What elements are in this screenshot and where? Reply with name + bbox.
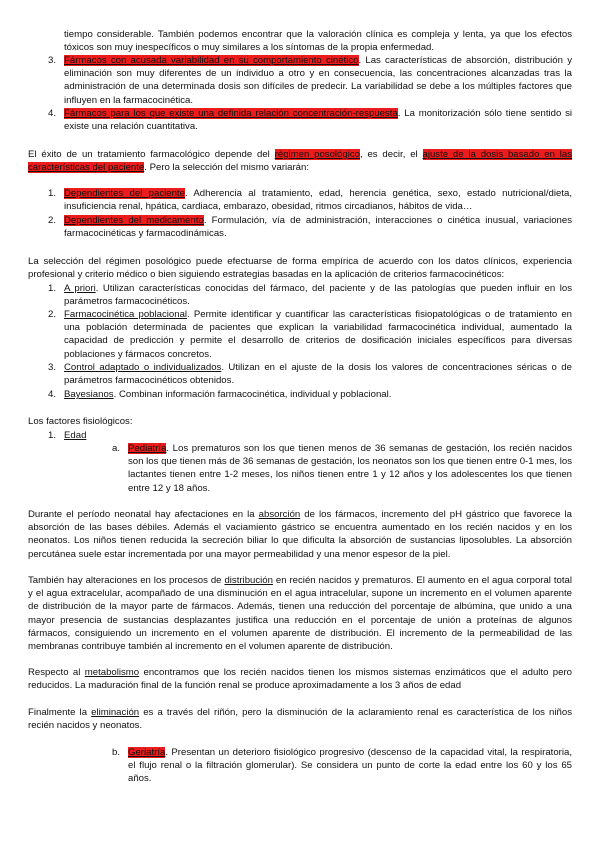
list-item-edad bbox=[48, 429, 572, 442]
list-item bbox=[48, 388, 572, 401]
paragraph-text: de los fármacos, incremento del pH gástrico que favorece la absorción de las bases débiles. Además el vaciamiento gástrico se encuentra aumentado en los recién nacidos y en los neonatos. Los niños tienen reducida la secreción biliar lo que dificulta la absorción de sustancias liposolubles. La absorción percutánea suele estar incrementada por una mayor permeabilidad y una menor espesor de la piel. bbox=[28, 509, 572, 560]
underlined-term: Bayesianos bbox=[64, 389, 114, 400]
list-item bbox=[48, 308, 572, 361]
list-number: 1. bbox=[48, 430, 57, 441]
list-text: . Combinan información farmacocinética, individual y poblacional. bbox=[113, 389, 392, 400]
list-number: 2. bbox=[48, 309, 57, 320]
list-number: 2. bbox=[48, 215, 57, 226]
list-number: 1. bbox=[48, 283, 57, 294]
list-item bbox=[48, 214, 572, 240]
distribucion-paragraph bbox=[28, 574, 572, 653]
list-number: 4. bbox=[48, 389, 57, 400]
list-item bbox=[48, 282, 572, 308]
underlined-term: Control adaptado o individualizados bbox=[64, 362, 222, 373]
sublist-item-pediatria bbox=[112, 442, 572, 495]
underlined-term: metabolismo bbox=[84, 667, 140, 678]
seleccion-paragraph bbox=[28, 255, 572, 281]
list-text: . Los prematuros son los que tienen menos de 36 semanas de gestación, los recién nacidos son los que tienen más de 36 semanas de gestación, los neonatos son los que tienen entre 0-1 mes, los lactantes tienen entre 1-2 meses, los niños tienen entre 1 y 12 años y los adolescentes los que tienen entre 12 y 18 años. bbox=[128, 443, 572, 494]
highlighted-term: Geriatría bbox=[128, 747, 166, 758]
list-text: . Utilizan características conocidas del fármaco, del paciente y de las patologías que pueden influir en los parámetros farmacocinéticos. bbox=[64, 283, 572, 308]
list-letter: b. bbox=[112, 747, 121, 758]
list-letter: a. bbox=[112, 443, 121, 454]
highlighted-term: Fármacos con acusada variabilidad en su comportamiento cinético bbox=[64, 55, 359, 66]
list-text: . Presentan un deterioro fisiológico progresivo (descenso de la capacidad vital, la respiratoria, el flujo renal o la filtración glomerular). Se considera un punto de corte la edad entre los 60 y los 65 años. bbox=[128, 747, 572, 785]
paragraph-text: Durante el período neonatal hay afectaciones en la bbox=[28, 509, 259, 520]
underlined-term: A priori bbox=[64, 283, 96, 294]
paragraph-text: Los factores fisiológicos: bbox=[28, 416, 133, 427]
list-text: . Las características de absorción, distribución y eliminación son muy diferentes de un individuo a otro y en consecuencia, las concentraciones alcanzadas tras la administración de una determinada dosis son difíciles de predecir. La variabilidad se debe a los múltiples factores que influyen en la farmacocinética. bbox=[64, 55, 572, 106]
absorcion-paragraph bbox=[28, 508, 572, 561]
list-item bbox=[48, 361, 572, 387]
highlighted-term: Dependientes del medicamento bbox=[64, 215, 204, 226]
underlined-term: Edad bbox=[64, 430, 87, 441]
sublist-item-geriatria bbox=[112, 746, 572, 786]
underlined-term: distribución bbox=[224, 575, 273, 586]
list-item bbox=[48, 107, 572, 133]
underlined-term: eliminación bbox=[91, 707, 140, 718]
list-number: 3. bbox=[48, 362, 57, 373]
paragraph-text: La selección del régimen posológico puede efectuarse de forma empírica de acuerdo con los datos clínicos, experiencia profesional y criterio médico o bien siguiendo estrategias basadas en la aplicación de criterios farmacocinéticos: bbox=[28, 256, 572, 281]
highlighted-term: Dependientes del paciente bbox=[64, 188, 185, 199]
list-text: . Adherencia al tratamiento, edad, herencia genética, sexo, estado nutricional/dieta, insuficiencia renal, hpática, cardiaca, embarazo, obesidad, ritmos circadianos, hábitos de vida… bbox=[64, 188, 572, 213]
highlighted-term: Fármacos para los que existe una definida relación concentración-respuesta bbox=[64, 108, 398, 119]
list-number: 1. bbox=[48, 188, 57, 199]
list-text: . Formulación, vía de administración, interacciones o cinética inusual, variaciones farmacocinéticas y farmacodinámicas. bbox=[64, 215, 572, 240]
list-text: . La monitorización sólo tiene sentido si existe una relación cuantitativa. bbox=[64, 108, 573, 133]
paragraph-text: , es decir, el bbox=[359, 149, 423, 160]
paragraph-text: . Pero la selección del mismo variarán: bbox=[144, 162, 310, 174]
highlighted-term: régimen posológico bbox=[274, 149, 360, 160]
paragraph-text: Respecto al bbox=[28, 667, 85, 678]
metabolismo-paragraph bbox=[28, 666, 572, 692]
factores-heading bbox=[28, 415, 572, 428]
paragraph-text: en recién nacidos y prematuros. El aumento en el agua corporal total y el agua extracelular, acompañado de una disminución en el agua intracelular, supone un incremento en el volumen aparente de distribución de la mayor parte de fármacos. Además, tienen una reducción del porcentaje de albúmina, que unido a una mayor presencia de sustancias desplazantes justifica una reducción en el porcentaje de unión a proteínas de algunos fármacos, consiguiendo un incremento en el volumen aparente de distribución. El incremento de la permeabilidad de las membranas contribuye también al incremento en el volumen aparente de distribución. bbox=[28, 575, 572, 653]
paragraph-text: es a través del riñón, pero la disminución de la aclaramiento renal es característica de los niños recién nacidos y neonatos. bbox=[28, 707, 572, 732]
intro-text: tiempo considerable. También podemos encontrar que la valoración clínica es compleja y lenta, ya que los efectos tóxicos son muy inespecíficos o muy similares a los síntomas de la propia enfermedad. bbox=[64, 29, 572, 54]
list-number: 4. bbox=[48, 108, 57, 119]
underlined-term: Farmacocinética poblacional bbox=[64, 309, 188, 320]
exito-paragraph bbox=[28, 148, 572, 174]
paragraph-text: Finalmente la bbox=[28, 707, 92, 718]
list-item bbox=[48, 54, 572, 107]
eliminacion-paragraph bbox=[28, 706, 572, 732]
paragraph-text: encontramos que los recién nacidos tienen los mismos sistemas enzimáticos que el adulto pero reducidos. La maduración final de la función renal se produce aproximadamente a los 3 años de edad bbox=[28, 667, 573, 692]
paragraph-text: También hay alteraciones en los procesos de bbox=[28, 575, 225, 586]
highlighted-term: ajuste de la dosis basado en las características del paciente bbox=[28, 149, 573, 174]
paragraph-text: El éxito de un tratamiento farmacológico depende del bbox=[28, 149, 275, 160]
intro-paragraph bbox=[64, 28, 572, 54]
highlighted-term: Pediatría bbox=[128, 443, 167, 454]
list-text: . Utilizan en el ajuste de la dosis los valores de concentraciones séricas o de parámetros farmacocinéticos obtenidos. bbox=[64, 362, 572, 387]
list-number: 3. bbox=[48, 55, 57, 66]
list-item bbox=[48, 187, 572, 213]
underlined-term: absorción bbox=[258, 509, 301, 520]
list-text: . Permite identificar y cuantificar las características fisiopatológicas o de tratamiento en una población determinada de pacientes que explican la variabilidad farmacocinética individual, aumentado la capacidad de predicción y permite el desarrollo de criterios de dosificación iniciales específicos para diversas poblaciones y fármacos concretos. bbox=[64, 309, 572, 360]
